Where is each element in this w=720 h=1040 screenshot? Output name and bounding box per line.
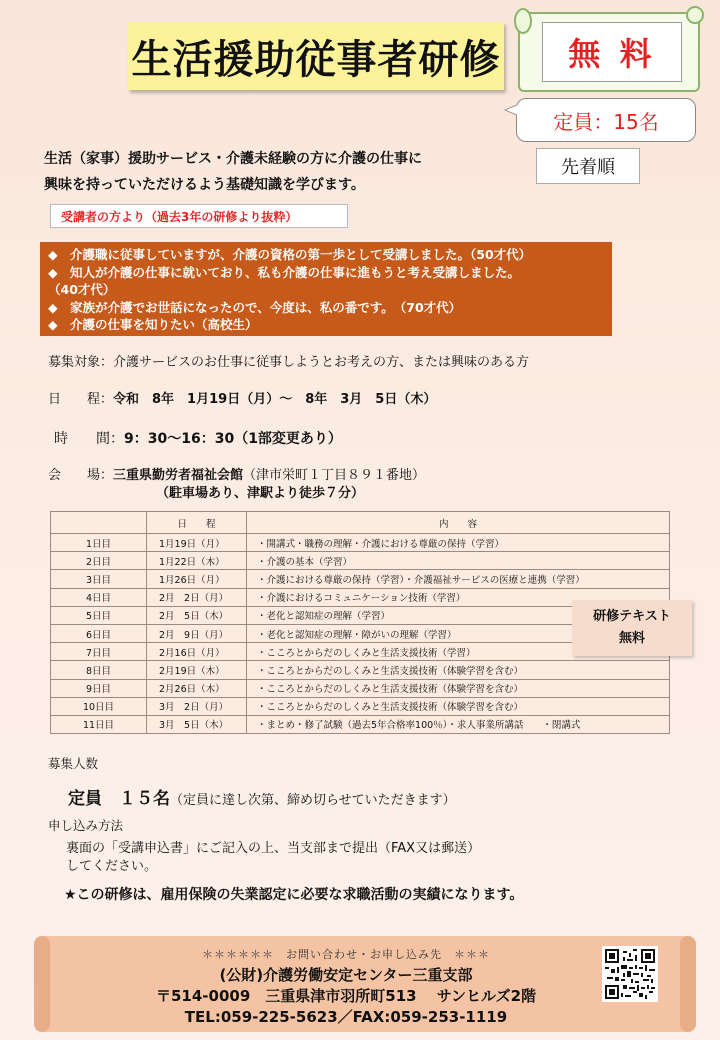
session-day: 2日目 [51,552,147,570]
free-banner [518,12,700,92]
session-date: 3月 2日（月） [147,697,247,715]
table-header-cell: 日 程 [147,512,247,534]
voice-item: ◆ 知人が介護の仕事に就いており、私も介護の仕事に進もうと考え受講しました。 [48,264,521,280]
table-row [51,552,670,570]
venue-name: 三重県勤労者福祉会館 [113,468,244,483]
table-header-cell [51,512,147,534]
table-row [51,570,670,588]
session-content: ・老化と認知症の理解・障がいの理解（学習） [247,624,670,642]
session-date: 1月22日（木） [147,552,247,570]
venue-note: （駐車場あり、津駅より徒歩７分） [156,486,365,501]
session-day: 8日目 [51,661,147,679]
session-date: 2月 9日（月） [147,624,247,642]
session-content: ・こころとからだのしくみと生活支援技術（体験学習を含む） [247,679,670,697]
session-content: ・開講式・職務の理解・介護における尊厳の保持（学習） [247,534,670,552]
qr-code-icon[interactable] [602,946,658,1002]
venue-line [48,464,425,483]
voice-item-continuation: （40才代） [48,282,116,297]
schedule-value: 令和 8年 1月19日（月）～ 8年 3月 5日（木） [113,392,437,407]
session-date: 2月16日（月） [147,643,247,661]
capacity-callout-tail-inner [506,105,518,115]
time-value: 9：30～16：30（1部変更あり） [124,431,342,447]
session-day: 9日目 [51,679,147,697]
target-text: 募集対象：介護サービスのお仕事に従事しようとお考えの方、または興味のある方 [48,355,530,370]
session-day: 4日目 [51,588,147,606]
table-row [51,697,670,715]
contact-org: (公財)介護労働安定センター三重支部 [219,966,473,984]
session-date: 2月26日（木） [147,679,247,697]
session-content: ・老化と認知症の理解（学習） [247,606,670,624]
table-header-row [51,512,670,534]
voices-box [40,242,612,336]
time-label: 時 間： [54,431,124,447]
session-content: ・こころとからだのしくみと生活支援技術（体験学習を含む） [247,661,670,679]
page-title: 生活援助従事者研修 [128,22,504,90]
intro-text [44,146,514,198]
session-date: 2月 2日（月） [147,588,247,606]
schedule-line [48,388,436,407]
contact-header: ＊＊＊＊＊＊ お問い合わせ・お申し込み先 ＊＊＊ [202,948,490,961]
voice-item: ◆ 家族が介護でお世話になったので、今度は、私の番です。 （70才代） [48,299,462,315]
diamond-bullet-icon: ◆ [48,264,58,280]
session-day: 10日目 [51,697,147,715]
session-day: 11日目 [51,715,147,733]
contact-address: 〒514-0009 三重県津市羽所町513 サンヒルズ2階 [155,987,537,1005]
contact-panel [40,936,690,1032]
intro-line-2: 興味を持っていただけるよう基礎知識を学びます。 [44,177,365,193]
schedule-label: 日 程： [48,392,114,407]
session-day: 3日目 [51,570,147,588]
recruit-capacity-line [68,784,456,809]
recruit-capacity: 定員 １５名 [68,789,170,809]
session-day: 7日目 [51,643,147,661]
voices-label: 受講者の方より（過去3年の研修より抜粋） [50,204,348,228]
session-content: ・介護におけるコミュニケーション技術（学習） [247,588,670,606]
session-content: ・こころとからだのしくみと生活支援技術（体験学習を含む） [247,697,670,715]
first-come-badge: 先着順 [536,148,640,184]
session-day: 1日目 [51,534,147,552]
session-date: 1月19日（月） [147,534,247,552]
diamond-bullet-icon: ◆ [48,299,58,315]
venue-label: 会 場： [48,468,114,483]
table-row [51,679,670,697]
table-row [51,534,670,552]
table-row [51,715,670,733]
time-line [54,428,342,448]
apply-label: 申し込み方法 [48,818,124,833]
session-date: 1月26日（月） [147,570,247,588]
recruit-label: 募集人数 [48,756,99,771]
capacity-callout: 定員：15名 [516,98,696,142]
contact-tel-fax: TEL:059-225-5623／FAX:059-253-1119 [184,1008,508,1026]
session-date: 3月 5日（木） [147,715,247,733]
employment-insurance-note: ★この研修は、雇用保険の失業認定に必要な求職活動の実績になります。 [64,887,524,903]
free-label: 無 料 [542,22,682,82]
session-day: 6日目 [51,624,147,642]
diamond-bullet-icon: ◆ [48,247,58,262]
recruit-capacity-note: （定員に達し次第、締め切らせていただきます） [170,793,456,808]
table-row [51,661,670,679]
session-content: ・まとめ・修了試験（過去5年合格率100％）・求人事業所講話 ・閉講式 [247,715,670,733]
textbook-free-badge: 研修テキスト 無料 [572,600,692,656]
diamond-bullet-icon: ◆ [48,317,58,332]
voice-item: ◆ 介護の仕事を知りたい（高校生） [48,317,258,332]
session-content: ・こころとからだのしくみと生活支援技術（学習） [247,643,670,661]
intro-line-1: 生活（家事）援助サービス・介護未経験の方に介護の仕事に [44,151,422,167]
voice-item: ◆ 介護職に従事していますが、介護の資格の第一歩として受講しました。（50才代） [48,247,532,262]
session-content: ・介護の基本（学習） [247,552,670,570]
session-content: ・介護における尊厳の保持（学習）・介護福祉サービスの医療と連携（学習） [247,570,670,588]
table-header-cell: 内 容 [247,512,670,534]
session-date: 2月 5日（木） [147,606,247,624]
session-date: 2月19日（木） [147,661,247,679]
venue-address: （津市栄町１丁目８９１番地） [243,468,426,483]
apply-instructions: 裏面の「受講申込書」にご記入の上、当支部まで提出（FAX又は郵送） してください。 [66,841,481,874]
session-day: 5日目 [51,606,147,624]
